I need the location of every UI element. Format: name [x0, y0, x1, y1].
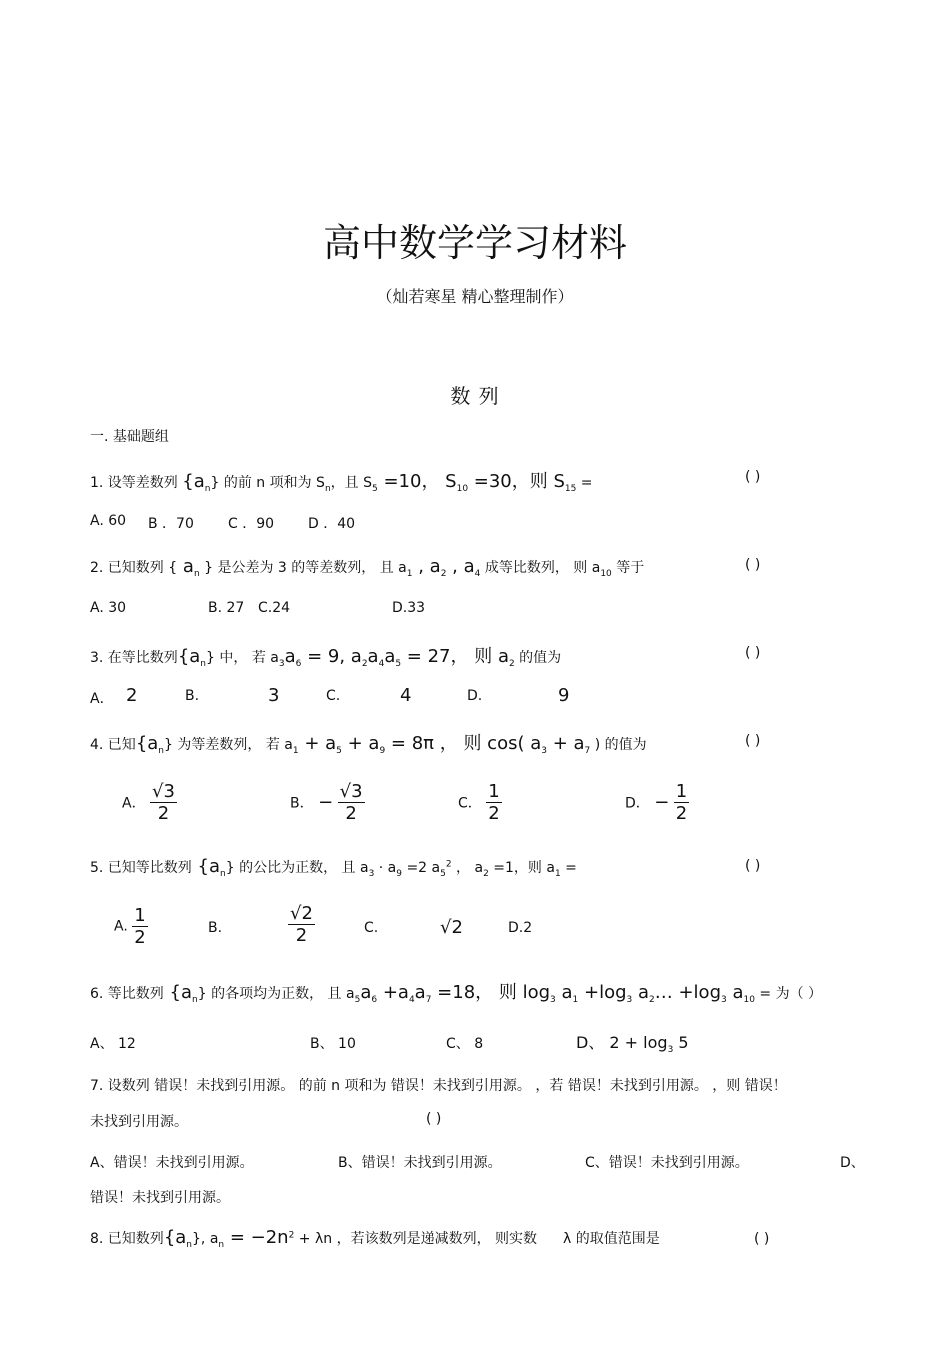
question-8: 8. 已知数列$\{a_n\}$, $a_n = -2n^2 + \lambda n$ ，若该数列是递减数列， 则实数 λ 的取值范围是 [90, 1227, 660, 1250]
option-5c-value: √2 [440, 917, 463, 938]
option-4c: C． $\frac{1}{2}$ [458, 781, 500, 824]
option-3a-label: A． [90, 691, 114, 707]
option-3d-label: D. [467, 688, 483, 704]
answer-paren-8: ( ) [754, 1231, 770, 1247]
answer-paren-7: ( ) [426, 1111, 442, 1127]
option-3c-value: 4 [400, 685, 412, 706]
option-3c-label: C. [326, 688, 341, 704]
option-2a: A. 30 [90, 600, 127, 616]
option-6c: C、 8 [446, 1036, 484, 1052]
option-7a: A、错误！未找到引用源。 [90, 1155, 254, 1171]
option-2c: C.24 [258, 600, 291, 616]
option-2b: B. 27 [208, 600, 245, 616]
question-1: 1. 设等差数列 $\{a_n\}$ 的前 n 项和为 $S_n$，且 $S_5 =10$， $S_{10} =30$，则 $S_{15}$ = [90, 471, 593, 494]
option-5b-value: $\frac{√2}{2}$ [290, 903, 313, 946]
option-3b-value: 3 [268, 685, 280, 706]
question-3: 3. 在等比数列$\{a_n\}$ 中， 若 $a_3a_6 = 9$, $a_2a_4a_5 = 27$， 则 $a_2$ 的值为 [90, 646, 562, 669]
answer-paren-5: ( ) [745, 858, 761, 874]
option-5a: A. $\frac{1}{2}$ [114, 905, 146, 948]
question-5: 5. 已知等比数列 $\{a_n\}$ 的公比为正数， 且 $a_3 \cdot a_9 =2$ $a_5^2$ ， $a_2 =1$，则 $a_1$ = [90, 856, 577, 879]
option-1d: D ．40 [308, 516, 356, 532]
question-7-line2: 未找到引用源。 [90, 1114, 188, 1130]
section-title: 数 列 [450, 384, 500, 408]
option-4b: B． − $\frac{√3}{2}$ [290, 781, 363, 824]
answer-paren-4: ( ) [745, 733, 761, 749]
question-4: 4. 已知$\{a_n\}$ 为等差数列， 若 $a_1 + a_5 + a_9 = 8\pi$ ， 则 cos( $a_3 + a_7$ ) 的值为 [90, 733, 647, 756]
option-7b: B、错误！未找到引用源。 [338, 1155, 502, 1171]
option-5d: D.2 [508, 920, 533, 936]
option-6b: B、 10 [310, 1036, 356, 1052]
question-6: 6. 等比数列 $\{a_n\}$ 的各项均为正数， 且 $a_5a_6 +a_4a_7 =18$， 则 $\log_3 a_1 +\log_3$ $a_2\dots +\log_3$ $a_{10}$ = 为（ ） [90, 982, 823, 1005]
group-heading: 一. 基础题组 [90, 429, 169, 445]
answer-paren-2: ( ) [745, 557, 761, 573]
option-3b-label: B. [185, 688, 200, 704]
option-4a: A． $\frac{√3}{2}$ [122, 781, 175, 824]
option-7d: D、 [840, 1155, 865, 1171]
option-2d: D.33 [392, 600, 426, 616]
question-7-line1: 7. 设数列 错误！未找到引用源。 的前 n 项和为 错误！未找到引用源。 ，若 错误！未找到引用源。 ，则 错误！ [90, 1078, 787, 1094]
option-3a-value: 2 [126, 685, 138, 706]
option-6d: D、 $2 + \log_3 5$ [576, 1033, 689, 1056]
option-3d-value: 9 [558, 685, 570, 706]
option-4d: D． − $\frac{1}{2}$ [625, 781, 688, 824]
question-2: 2. 已知数列 { $a_n$ } 是公差为 3 的等差数列， 且 $a_1$ , $a_2$ , $a_4$ 成等比数列， 则 $a_{10}$ 等于 [90, 556, 645, 579]
option-7c: C、错误！未找到引用源。 [585, 1155, 749, 1171]
page-title: 高中数学学习材料 [322, 221, 627, 265]
page-subtitle: （灿若寒星 精心整理制作） [376, 287, 574, 306]
option-7d-cont: 错误！未找到引用源。 [90, 1190, 230, 1206]
option-5b-label: B. [208, 920, 223, 936]
answer-paren-1: ( ) [745, 469, 761, 485]
option-1a: A. 60 [90, 513, 127, 529]
option-6a: A、 12 [90, 1036, 136, 1052]
option-5c-label: C. [364, 920, 379, 936]
option-1c: C ．90 [228, 516, 275, 532]
answer-paren-3: ( ) [745, 645, 761, 661]
option-1b: B ．70 [148, 516, 194, 532]
